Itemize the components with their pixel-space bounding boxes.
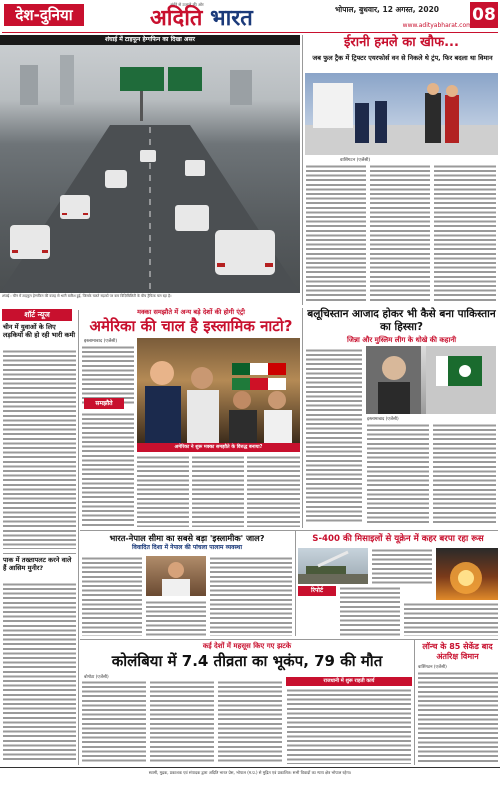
launch-body [418, 671, 498, 764]
quake-credit: बोगोटा (एजेंसी) [84, 675, 109, 680]
baloch-subhead: जिन्ना और मुस्लिम लीग के धोखे की कहानी [346, 336, 457, 344]
masthead-rule [2, 32, 498, 33]
nepal-subhead: विवादित दिशा में नेपाल की पांचला पालाम व्यवस्था [131, 544, 243, 551]
mid-rule [80, 530, 498, 531]
nepal-body-col2 [146, 600, 206, 636]
top-photo-credit: शंघाई : चीन में टाइफून हेग्गफिन की वजह से भारी बारिश हुई, जिसके चलते सड़कों पर कम विज़िबिलिटी के बीच ट्रैफिक चल रहा है। [2, 294, 172, 298]
section-label: देश-दुनिया [4, 4, 84, 26]
short-news-item2-headline: पाक में तख्तापलट करने वाले हैं आसिम मुनीर? [3, 556, 72, 572]
nato-body-col2 [137, 455, 189, 527]
nepal-headline: भारत-नेपाल सीमा का सबसे बड़ा 'इस्लामीक' जाल? [109, 533, 265, 543]
footer-imprint: स्वामी, मुद्रक, प्रकाशक एवं संपादक द्वारा अदिति भारत प्रेस, भोपाल (म.प्र.) से मुद्रित एवं प्रकाशित। सभी विवादों का न्याय क्षेत्र भोपाल रहेगा। [148, 770, 352, 775]
nato-body-left [82, 345, 134, 405]
short-news-item1-body [3, 349, 76, 549]
col-rule-launch [414, 640, 415, 765]
col-rule-right [302, 35, 303, 305]
trump-airforceone-photo [305, 73, 498, 155]
top-photo-caption: शंघाई में टाइफून हेग्गफिन का दिखा असर [0, 35, 300, 45]
footer-rule [0, 767, 500, 768]
s400-body-col1 [340, 586, 400, 636]
traffic-scene [0, 45, 300, 293]
quake-box-title: राजधानी में शुरू राहती कार्य [286, 677, 412, 686]
baloch-body-col2 [367, 423, 429, 524]
short-news-item2-body [3, 582, 76, 762]
s400-body-col3 [404, 602, 498, 636]
s400-body-col2 [372, 548, 432, 584]
nato-kicker: मक्का समझौते में अन्य बड़े देशों की होगी एंट्री [137, 308, 245, 316]
nepal-body-col1 [82, 556, 142, 636]
baloch-body-col3 [433, 423, 496, 524]
quake-kicker: कई देशों में महसूस किए गए झटके [202, 642, 292, 650]
lower-rule [80, 639, 498, 640]
iran-subhead: जब फुल ट्रैक में ट्रिफ्टर एयरफोर्स वन से निकले थे ट्रंप, फिर बदला था विमान [312, 54, 493, 62]
nato-body-col4 [247, 455, 300, 527]
nepal-body-col3 [210, 556, 292, 636]
brand-name [150, 6, 253, 32]
iran-body-col1 [306, 164, 366, 302]
quake-headline: कोलंबिया में 7.4 तीव्रता का भूकंप, 79 की मौत [111, 652, 383, 670]
nato-tag: समझौते [84, 398, 124, 409]
summit-photo-caption: अमेरिका ने शुरू मक्का समझौते के विरुद्ध बनाया? [137, 443, 300, 452]
nato-body-col1 [82, 412, 134, 527]
s400-missile-photo [298, 548, 368, 584]
col-rule-left [78, 310, 79, 765]
iran-credit: वाशिंगटन (एजेंसी) [340, 158, 371, 163]
s400-headline: S-400 की मिसाइलों से यूक्रेन में कहर बरपा रहा रूस [312, 534, 484, 544]
masthead-logo [140, 2, 340, 32]
baloch-credit: इस्लामाबाद (एजेंसी) [367, 417, 399, 422]
s400-tag: रिपोर्ट [298, 586, 336, 596]
page-number: 08 [470, 2, 498, 28]
city-date: भोपाल, बुधवार, 12 अगस्त, 2020 [335, 5, 440, 14]
quake-body-col1 [82, 680, 146, 764]
iran-headline: ईरानी हमले का खौफ... [344, 35, 459, 50]
baloch-headline: बलूचिस्तान आजाद होकर भी कैसे बना पाकिस्तान का हिस्सा? [307, 308, 496, 333]
website: www.adityabharat.com [402, 22, 472, 29]
quake-body-col3 [218, 680, 282, 764]
launch-credit: वाशिंगटन (एजेंसी) [418, 665, 447, 670]
ukraine-explosion-photo [436, 548, 498, 600]
quake-box-body [287, 688, 411, 764]
nato-credit: इस्लामाबाद (एजेंसी) [84, 339, 118, 344]
nato-headline: अमेरिका की चाल है इस्लामिक नाटो? [89, 317, 293, 335]
col-rule-right-2 [302, 308, 303, 528]
iran-body-col2 [370, 164, 430, 302]
brand-part-a: अदिति [150, 6, 203, 31]
quake-body-col2 [150, 680, 214, 764]
jinnah-photo [366, 346, 496, 414]
baloch-body-col1 [306, 348, 362, 524]
short-news-rule [3, 553, 76, 554]
short-news-item1-headline: चीन में युवाओं के लिए लड़कियों की हो रही भारी कमी [3, 323, 76, 339]
summit-leaders-photo [137, 338, 300, 444]
nato-body-col3 [192, 455, 244, 527]
iran-body-col3 [434, 164, 496, 302]
nepal-leader-photo [146, 556, 206, 596]
brand-part-b: भारत [210, 6, 253, 31]
shanghai-traffic-photo [0, 45, 300, 293]
short-news-title: शॉर्ट न्यूज [2, 309, 72, 321]
launch-headline: लॉन्च के 85 सेकेंड बाद अंतरिक्ष विमान [422, 642, 493, 661]
masthead-tagline: अंधेरे से उजाले की ओर [170, 2, 204, 7]
col-rule-s400 [295, 531, 296, 636]
